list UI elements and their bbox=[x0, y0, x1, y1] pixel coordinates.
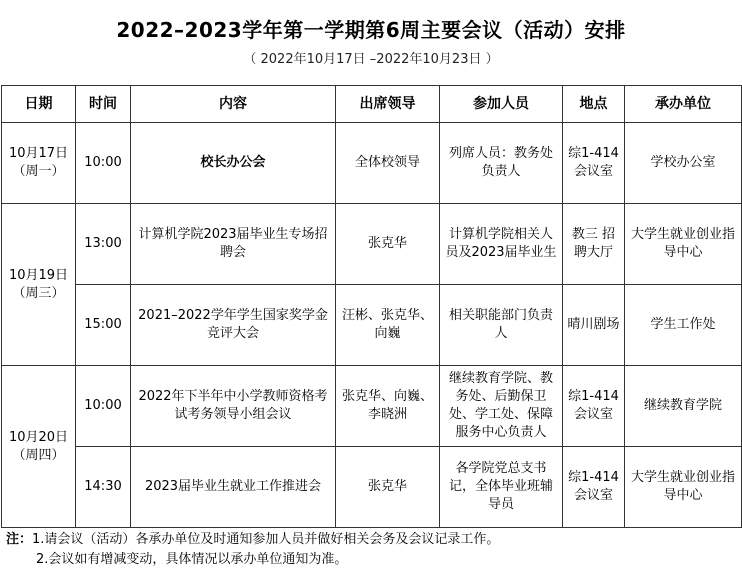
date-cell: 10月20日（周四） bbox=[2, 366, 76, 528]
content-cell: 2023届毕业生就业工作推进会 bbox=[131, 447, 336, 528]
place-cell: 晴川剧场 bbox=[563, 285, 625, 366]
table-row bbox=[2, 285, 742, 366]
note-line-1 bbox=[6, 530, 742, 550]
content-cell: 2021–2022学年学生国家奖学金竞评大会 bbox=[131, 285, 336, 366]
time-cell: 15:00 bbox=[76, 285, 131, 366]
time-cell: 14:30 bbox=[76, 447, 131, 528]
header-row bbox=[2, 86, 742, 123]
organizer-cell: 学校办公室 bbox=[625, 123, 742, 204]
header-organizer: 承办单位 bbox=[625, 86, 742, 123]
table-row bbox=[2, 366, 742, 447]
note-label: 注： bbox=[6, 532, 33, 547]
attendees-cell: 继续教育学院、教务处、后勤保卫处、学工处、保障服务中心负责人 bbox=[440, 366, 563, 447]
content-cell: 计算机学院2023届毕业生专场招聘会 bbox=[131, 204, 336, 285]
leader-cell: 张克华 bbox=[336, 204, 440, 285]
attendees-cell: 相关职能部门负责人 bbox=[440, 285, 563, 366]
attendees-cell: 列席人员：教务处负责人 bbox=[440, 123, 563, 204]
organizer-cell: 学生工作处 bbox=[625, 285, 742, 366]
leader-cell: 汪彬、张克华、向巍 bbox=[336, 285, 440, 366]
notes bbox=[6, 530, 742, 570]
organizer-cell: 大学生就业创业指导中心 bbox=[625, 447, 742, 528]
header-place: 地点 bbox=[563, 86, 625, 123]
date-range: （ 2022年10月17日 –2022年10月23日 ） bbox=[243, 52, 499, 67]
schedule-table bbox=[1, 85, 742, 528]
table-row bbox=[2, 123, 742, 204]
leader-cell: 张克华、向巍、李晓洲 bbox=[336, 366, 440, 447]
content-cell: 校长办公会 bbox=[131, 123, 336, 204]
time-cell: 10:00 bbox=[76, 366, 131, 447]
content-cell: 2022年下半年中小学教师资格考试考务领导小组会议 bbox=[131, 366, 336, 447]
table-row bbox=[2, 204, 742, 285]
place-cell: 综1-414会议室 bbox=[563, 447, 625, 528]
time-cell: 13:00 bbox=[76, 204, 131, 285]
leader-cell: 全体校领导 bbox=[336, 123, 440, 204]
header-content: 内容 bbox=[131, 86, 336, 123]
leader-cell: 张克华 bbox=[336, 447, 440, 528]
table-row bbox=[2, 447, 742, 528]
date-cell: 10月17日（周一） bbox=[2, 123, 76, 204]
header-date: 日期 bbox=[2, 86, 76, 123]
organizer-cell: 大学生就业创业指导中心 bbox=[625, 204, 742, 285]
attendees-cell: 各学院党总支书记，全体毕业班辅导员 bbox=[440, 447, 563, 528]
time-cell: 10:00 bbox=[76, 123, 131, 204]
date-cell: 10月19日（周三） bbox=[2, 204, 76, 366]
place-cell: 综1-414会议室 bbox=[563, 366, 625, 447]
header-time: 时间 bbox=[76, 86, 131, 123]
attendees-cell: 计算机学院相关人员及2023届毕业生 bbox=[440, 204, 563, 285]
place-cell: 教三 招聘大厅 bbox=[563, 204, 625, 285]
page-title: 2022–2023学年第一学期第6周主要会议（活动）安排 bbox=[116, 18, 626, 42]
note-text-1: 1.请会议（活动）各承办单位及时通知参加人员并做好相关会务及会议记录工作。 bbox=[32, 532, 500, 547]
organizer-cell: 继续教育学院 bbox=[625, 366, 742, 447]
header-leader: 出席领导 bbox=[336, 86, 440, 123]
place-cell: 综1-414会议室 bbox=[563, 123, 625, 204]
note-text-2: 2.会议如有增减变动，具体情况以承办单位通知为准。 bbox=[36, 552, 348, 567]
header-attendees: 参加人员 bbox=[440, 86, 563, 123]
